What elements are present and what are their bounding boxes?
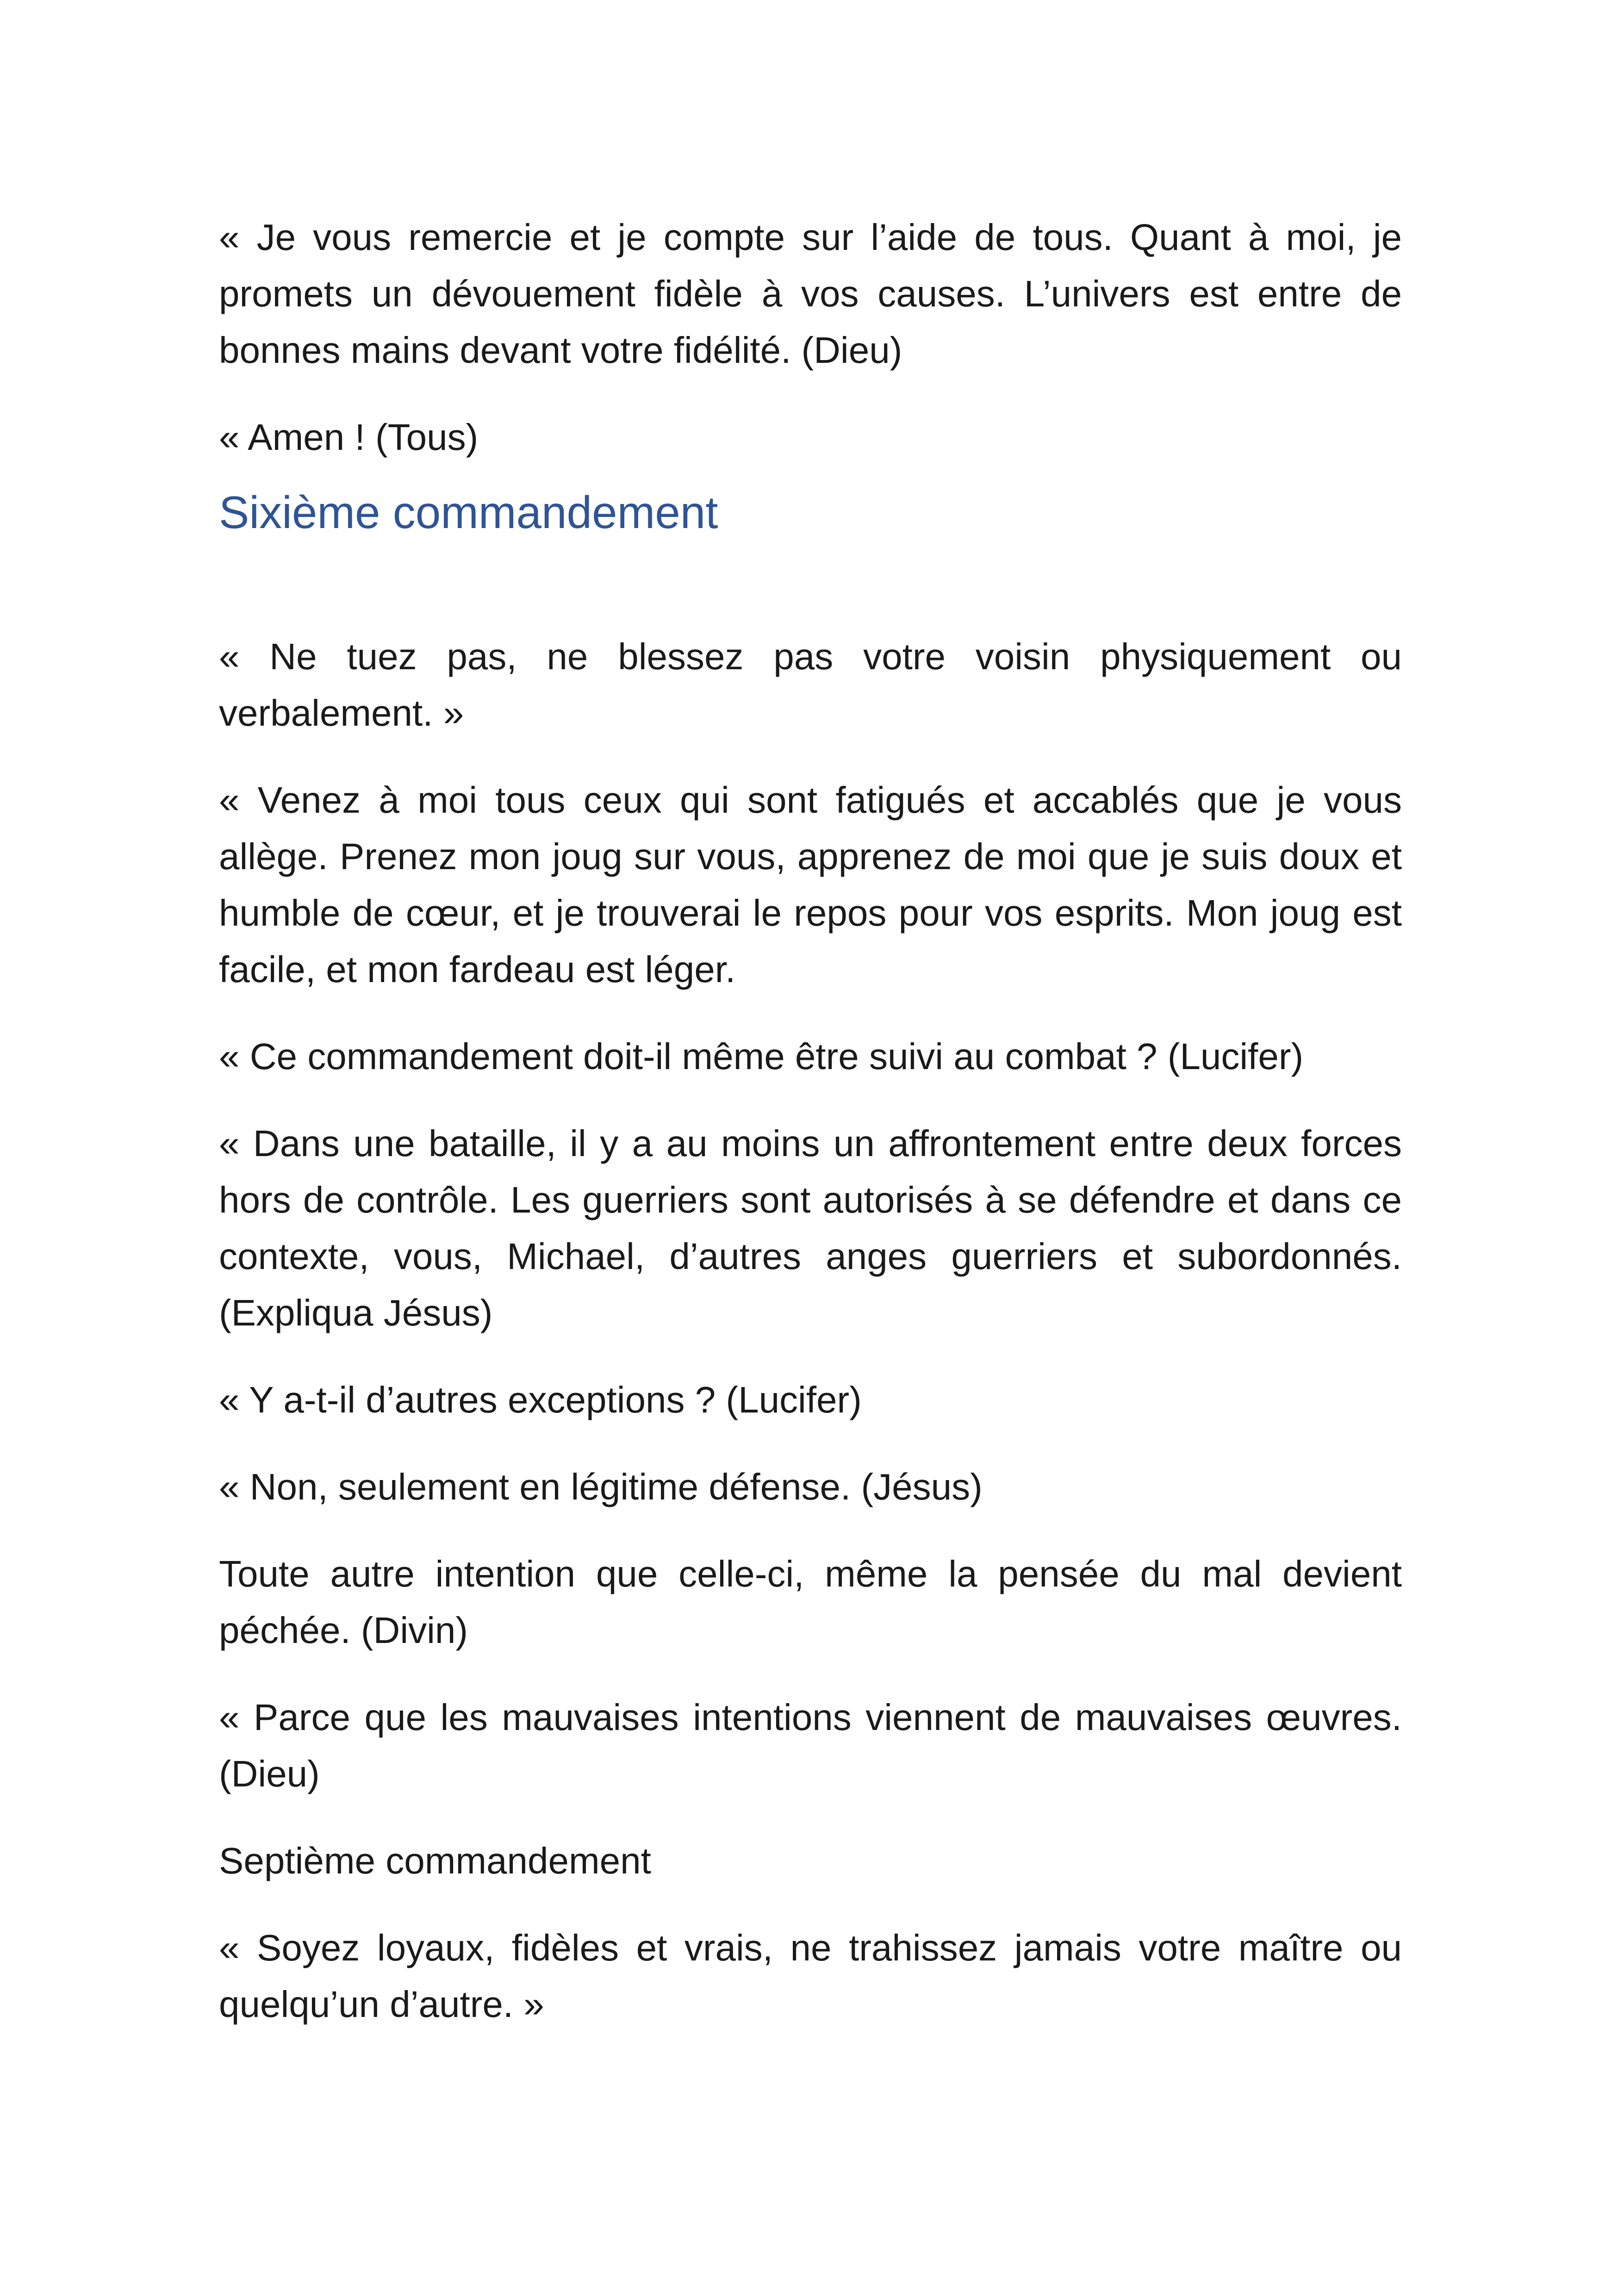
heading-sixth-commandment: Sixième commandement (219, 487, 718, 538)
paragraph-divine-intention: Toute autre intention que celle-ci, même la pensée du mal devient péchée. (Divin) (219, 1553, 1402, 1651)
paragraph-god-thanks: « Je vous remercie et je compte sur l’aide de tous. Quant à moi, je promets un dévouement fidèle à vos causes. L’univers est entre de bonnes mains devant votre fidélité. (Dieu) (219, 217, 1402, 371)
paragraph-sixth-commandment-text: « Ne tuez pas, ne blessez pas votre voisin physiquement ou verbalement. » (219, 636, 1402, 734)
paragraph-jesus-explains-battle: « Dans une bataille, il y a au moins un affrontement entre deux forces hors de contrôle. Les guerriers sont autorisés à se défendre et dans ce contexte, vous, Michael, d’autres anges guerriers et subordonnés. (Expliqua Jésus) (219, 1123, 1402, 1333)
paragraph-seventh-commandment-text: « Soyez loyaux, fidèles et vrais, ne trahissez jamais votre maître ou quelqu’un d’autre. » (219, 1927, 1402, 2025)
paragraph-amen: « Amen ! (Tous) (219, 417, 479, 458)
paragraph-god-bad-intentions: « Parce que les mauvaises intentions viennent de mauvaises œuvres. (Dieu) (219, 1697, 1402, 1794)
document-body (219, 209, 1402, 2063)
paragraph-come-to-me: « Venez à moi tous ceux qui sont fatigués et accablés que je vous allège. Prenez mon joug sur vous, apprenez de moi que je suis doux et humble de cœur, et je trouverai le repos pour vos esprits. Mon joug est facile, et mon fardeau est léger. (219, 779, 1402, 990)
paragraph-lucifer-question-combat: « Ce commandement doit-il même être suivi au combat ? (Lucifer) (219, 1036, 1304, 1077)
heading-seventh-commandment: Septième commandement (219, 1840, 651, 1881)
paragraph-jesus-self-defense: « Non, seulement en légitime défense. (Jésus) (219, 1466, 983, 1507)
paragraph-lucifer-exceptions: « Y a-t-il d’autres exceptions ? (Lucifer) (219, 1379, 862, 1420)
